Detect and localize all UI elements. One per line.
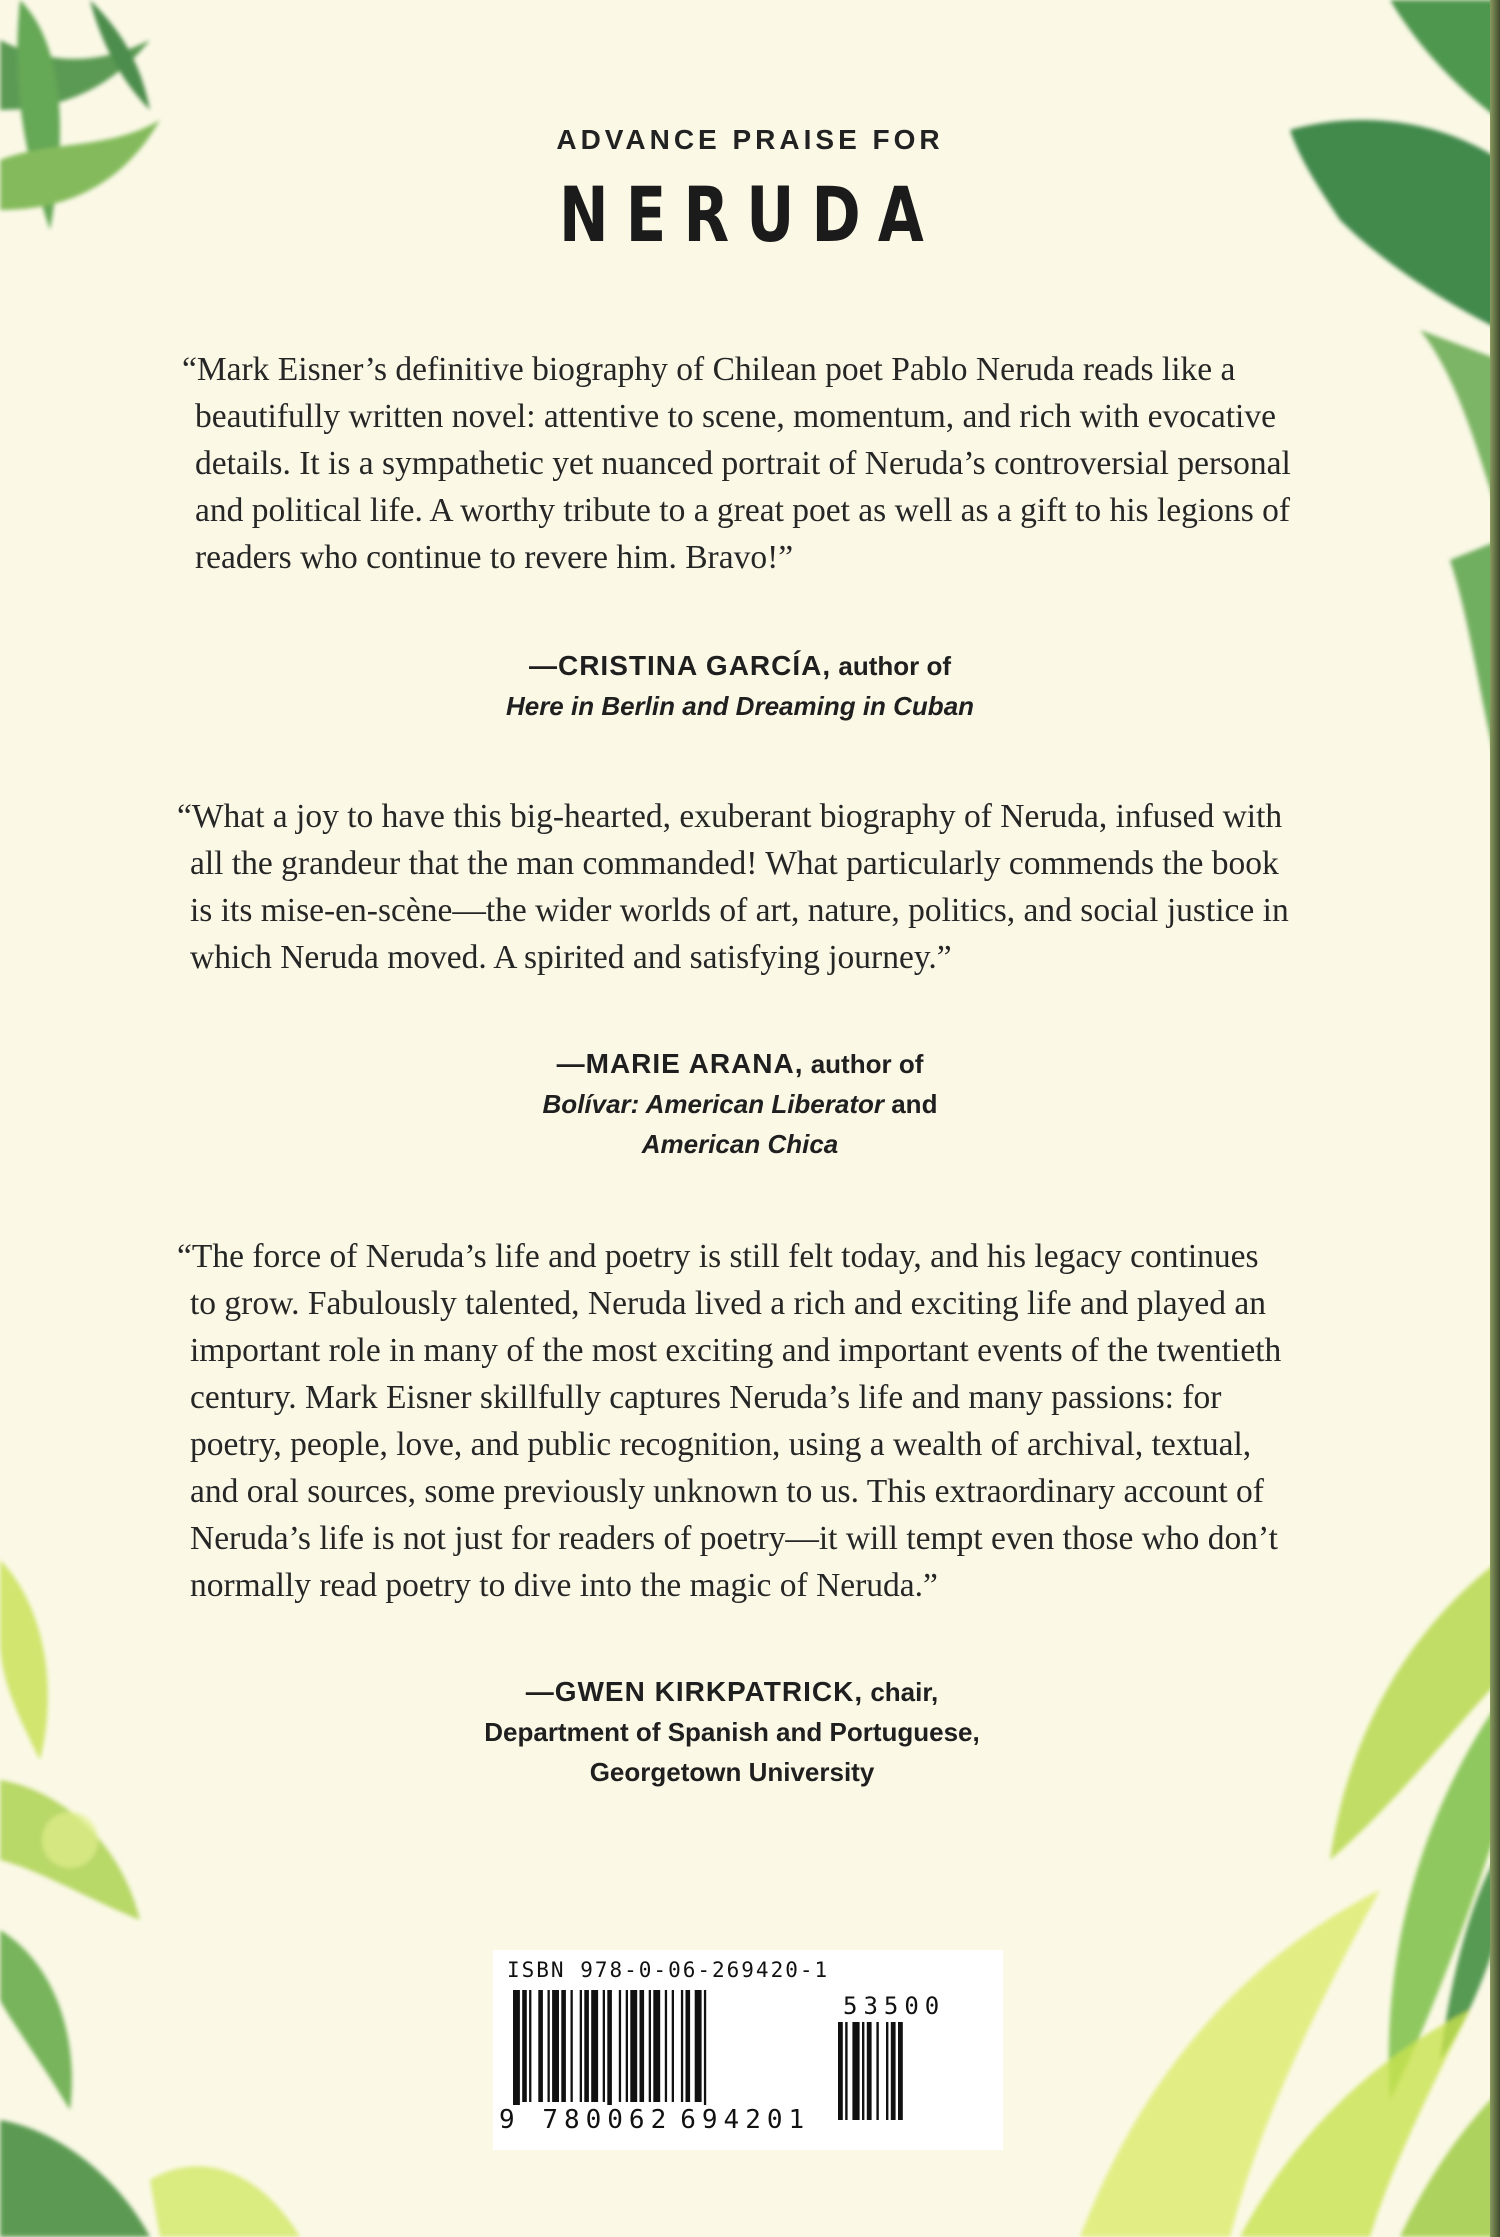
reviewer-works: [0, 1084, 1490, 1124]
addon-bar: [845, 2022, 847, 2120]
work-title: Bolívar: American Liberator: [542, 1089, 884, 1119]
praise-quote-3: “The force of Neruda’s life and poetry is still felt today, and his legacy continues to grow. Fabulously talented, Neruda lived a rich and exciting life and played an important role in many of the most exciting and important events of the twentieth century. Mark Eisner skillfully captures Neruda’s life and many passions: for poetry, people, love, and public recognition, using a wealth of archival, textual, and oral sources, some previously unknown to us. This extraordinary account of Neruda’s life is not just for readers of poetry—it will tempt even those who don’t normally read poetry to dive into the magic of Neruda.”: [177, 1238, 1282, 1604]
reviewer-name: —MARIE ARANA,: [556, 1048, 804, 1079]
addon-bar: [886, 2022, 888, 2120]
attribution-line: [0, 646, 1490, 686]
barcode-bar: [619, 1990, 621, 2102]
barcode-bar: [665, 1990, 667, 2102]
addon-bar: [876, 2022, 878, 2120]
addon-bar: [891, 2022, 896, 2120]
attribution-line: [0, 1044, 1490, 1084]
addon-bar: [838, 2022, 843, 2120]
quote-1-attribution: [0, 646, 1490, 726]
barcode-right-digits: 694201: [680, 2105, 811, 2135]
barcode-bar: [548, 1990, 550, 2102]
reviewer-institution: Georgetown University: [589, 1757, 875, 1787]
barcode-bar: [630, 1990, 637, 2102]
isbn-label: ISBN 978-0-06-269420-1: [507, 1958, 830, 1982]
barcode-bar: [626, 1990, 628, 2102]
work-title-2: American Chica: [641, 1129, 839, 1159]
barcode-first-digit: 9: [499, 2105, 521, 2135]
barcode-bar: [607, 1990, 612, 2120]
barcode-bar: [529, 1990, 531, 2102]
barcode-left-digits: 780062: [542, 2105, 673, 2135]
reviewer-role: author of: [803, 1049, 924, 1079]
reviewer-department: Department of Spanish and Portuguese,: [484, 1717, 980, 1747]
barcode-bar: [672, 1990, 674, 2102]
barcode-bar: [538, 1990, 543, 2102]
barcode-bar: [513, 1990, 520, 2120]
barcode-bar: [649, 1990, 651, 2102]
barcode-bar: [571, 1990, 573, 2102]
barcode-bar: [561, 1990, 566, 2102]
addon-bar: [867, 2022, 872, 2120]
reviewer-name: —GWEN KIRKPATRICK,: [525, 1676, 864, 1707]
addon-bar: [852, 2022, 859, 2120]
quote-2-attribution: [0, 1044, 1490, 1164]
barcode-bar: [580, 1990, 582, 2102]
barcode-bar: [522, 1990, 527, 2102]
reviewer-role: author of: [831, 651, 952, 681]
work-connector: and: [884, 1089, 938, 1119]
barcode-bar: [552, 1990, 559, 2102]
book-title: NERUDA: [559, 170, 941, 259]
eyebrow-heading: ADVANCE PRAISE FOR: [556, 124, 944, 155]
reviewer-role: chair,: [863, 1677, 939, 1707]
barcode-digits: [499, 2105, 810, 2135]
barcode-bar: [695, 1990, 702, 2102]
barcode-bar: [584, 1990, 589, 2102]
barcode-bar: [704, 1990, 706, 2120]
praise-quote-2: “What a joy to have this big-hearted, exuberant biography of Neruda, infused with all the grandeur that the man commanded! What particularly commends the book is its mise-en-scène—the wider worlds of art, nature, politics, and social justice in which Neruda moved. A spirited and satisfying journey.”: [177, 798, 1289, 976]
praise-quote-1: “Mark Eisner’s definitive biography of Chilean poet Pablo Neruda reads like a beautifully written novel: attentive to scene, momentum, and rich with evocative details. It is a sympathetic yet nuanced portrait of Neruda’s controversial personal and political life. A worthy tribute to a great poet as well as a gift to his legions of readers who continue to revere him. Bravo!”: [182, 351, 1291, 576]
barcode-bar: [681, 1990, 683, 2102]
barcode-bar: [591, 1990, 598, 2102]
attribution-line: [0, 1672, 1482, 1712]
barcode-bar: [686, 1990, 691, 2102]
barcode-bar: [640, 1990, 645, 2102]
price-code: 53500: [843, 1992, 946, 2020]
reviewer-works: Here in Berlin and Dreaming in Cuban: [505, 691, 975, 721]
quote-3-attribution: [0, 1672, 1482, 1792]
barcode-bar: [603, 1990, 605, 2102]
addon-bar: [862, 2022, 864, 2120]
addon-bar: [898, 2022, 903, 2120]
reviewer-name: —CRISTINA GARCÍA,: [528, 650, 832, 681]
isbn-barcode: [493, 1950, 1003, 2150]
barcode-bar: [653, 1990, 660, 2102]
